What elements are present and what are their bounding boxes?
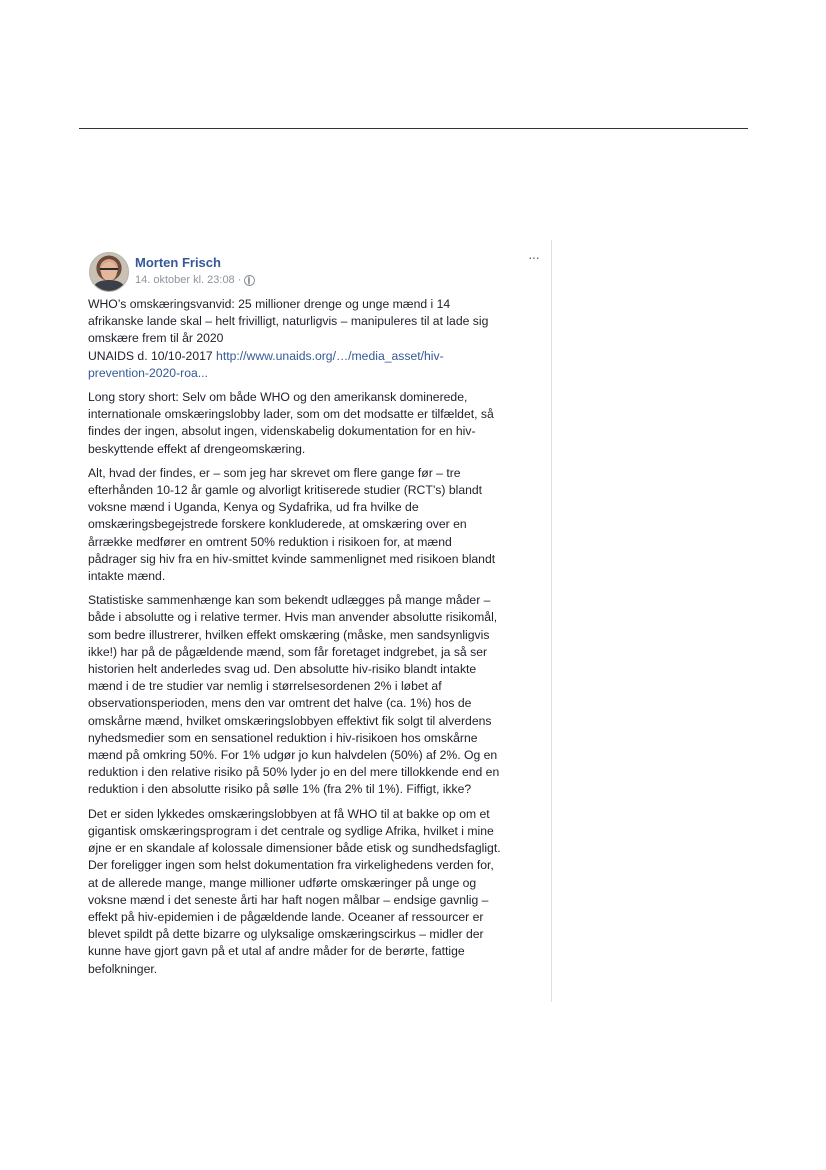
text-line: øjne er en skandale af kolossale dimensioner både etisk og sundhedsfagligt.	[88, 841, 501, 856]
meta-separator: ·	[237, 274, 242, 286]
text-line: Long story short: Selv om både WHO og den amerikansk dominerede,	[88, 390, 468, 405]
text-line: Statistiske sammenhænge kan som bekendt udlægges på mange måder –	[88, 593, 491, 608]
text-line: internationale omskæringslobby lader, som om det modsatte er tilfældet, så	[88, 407, 494, 422]
text-line: gigantisk omskæringsprogram i det centrale og sydlige Afrika, hvilket i mine	[88, 823, 494, 838]
facebook-post	[88, 246, 552, 1002]
post-paragraph	[88, 465, 536, 585]
post-timestamp[interactable]: 14. oktober kl. 23:08	[135, 274, 235, 286]
post-paragraph	[88, 592, 536, 798]
text-line: effekt på hiv-epidemien i de pågældende lande. Oceaner af ressourcer er	[88, 909, 484, 924]
text-line: voksne mænd i Uganda, Kenya og Sydafrika, ud fra hvilke de	[88, 500, 419, 515]
post-paragraph	[88, 296, 536, 382]
author-avatar[interactable]	[89, 252, 129, 292]
text-line: findes der ingen, absolut ingen, videnskabelig dokumentation for en hiv-	[88, 424, 476, 439]
text-line: at de allerede mange, mange millioner udførte omskæringer på unge og	[88, 875, 477, 890]
source-link-line: http://www.unaids.org/…/media_asset/hiv-	[216, 348, 444, 363]
text-line: pådrager sig hiv fra en hiv-smittet kvinde sammenlignet med risikoen blandt	[88, 551, 496, 566]
text-line: som bedre illustrerer, hvilken effekt omskæring (måske, men sandsynligvis	[88, 627, 490, 642]
text-line: voksne mænd i det seneste årti har haft nogen målbar – endsige gavnlig –	[88, 892, 489, 907]
page-divider	[79, 128, 748, 129]
text-line: intakte mænd.	[88, 569, 166, 584]
text-line: reduktion i den absolutte risiko på sølle 1% (fra 2% til 1%). Fiffigt, ikke?	[88, 782, 472, 797]
text-line: reduktion i den relative risiko på 50% lyder jo en del mere tillokkende end en	[88, 765, 500, 780]
text-line: historien helt anderledes svag ud. Den absolutte hiv-risiko blandt intakte	[88, 662, 477, 677]
post-header	[88, 249, 552, 298]
author-name[interactable]: Morten Frisch	[135, 255, 221, 270]
text-line: efterhånden 10-12 år gamle og alvorligt kritiserede studier (RCT’s) blandt	[88, 483, 483, 498]
text-line: Alt, hvad der findes, er – som jeg har skrevet om flere gange før – tre	[88, 465, 461, 480]
post-paragraph	[88, 806, 536, 978]
text-line: befolkninger.	[88, 961, 158, 976]
text-line: omskæringsbegejstrede forskere konkluderede, at omskæring over en	[88, 517, 467, 532]
text-line: Der foreligger ingen som helst dokumentation fra virkelighedens verden for,	[88, 858, 494, 873]
text-line: omskårne mænd, hvilket omskæringslobbyen effektivt fik solgt til alverdens	[88, 713, 492, 728]
text-line: beskyttende effekt af drengeomskæring.	[88, 441, 306, 456]
text-line: blevet spildt på dette bizarre og ulyksalige omskæringscirkus – midler der	[88, 927, 484, 942]
text-line: omskære frem til år 2020	[88, 331, 224, 346]
text-line: WHO’s omskæringsvanvid: 25 millioner drenge og unge mænd i 14	[88, 297, 451, 311]
post-paragraph	[88, 389, 536, 458]
source-prefix: UNAIDS d. 10/10-2017	[88, 348, 217, 363]
text-line: observationsperioden, mens den var omtrent det halve (ca. 1%) hos de	[88, 696, 472, 711]
avatar-glasses	[100, 268, 118, 274]
globe-icon[interactable]	[244, 275, 255, 286]
text-line: ikke!) har på de pågældende mænd, som får foretaget indgrebet, ja så ser	[88, 644, 488, 659]
source-link-line: prevention-2020-roa...	[88, 365, 208, 380]
post-meta	[135, 274, 255, 286]
text-line: både i absolutte og i relative termer. Hvis man anvender absolutte risikomål,	[88, 610, 498, 625]
text-line: afrikanske lande skal – helt frivilligt, naturligvis – manipuleres til at lade sig	[88, 314, 489, 329]
text-line: mænd på omkring 50%. For 1% udgør jo kun halvdelen (50%) af 2%. Og en	[88, 748, 498, 763]
text-line: årrække medfører en omtrent 50% reduktion i risikoen for, at mænd	[88, 534, 452, 549]
text-line: Det er siden lykkedes omskæringslobbyen at få WHO til at bakke op om et	[88, 806, 490, 821]
more-options-icon[interactable]: ···	[528, 249, 539, 265]
text-line: mænd i de tre studier var nemlig i størrelsesordenen 2% i løbet af	[88, 679, 442, 694]
avatar-shirt	[94, 280, 124, 292]
text-line: nyhedsmedier som en sensationel reduktion i hiv-risikoen hos omskårne	[88, 730, 478, 745]
text-line: kunne have gjort gavn på et utal af andre måder for de berørte, fattige	[88, 944, 465, 959]
post-body	[88, 296, 536, 985]
